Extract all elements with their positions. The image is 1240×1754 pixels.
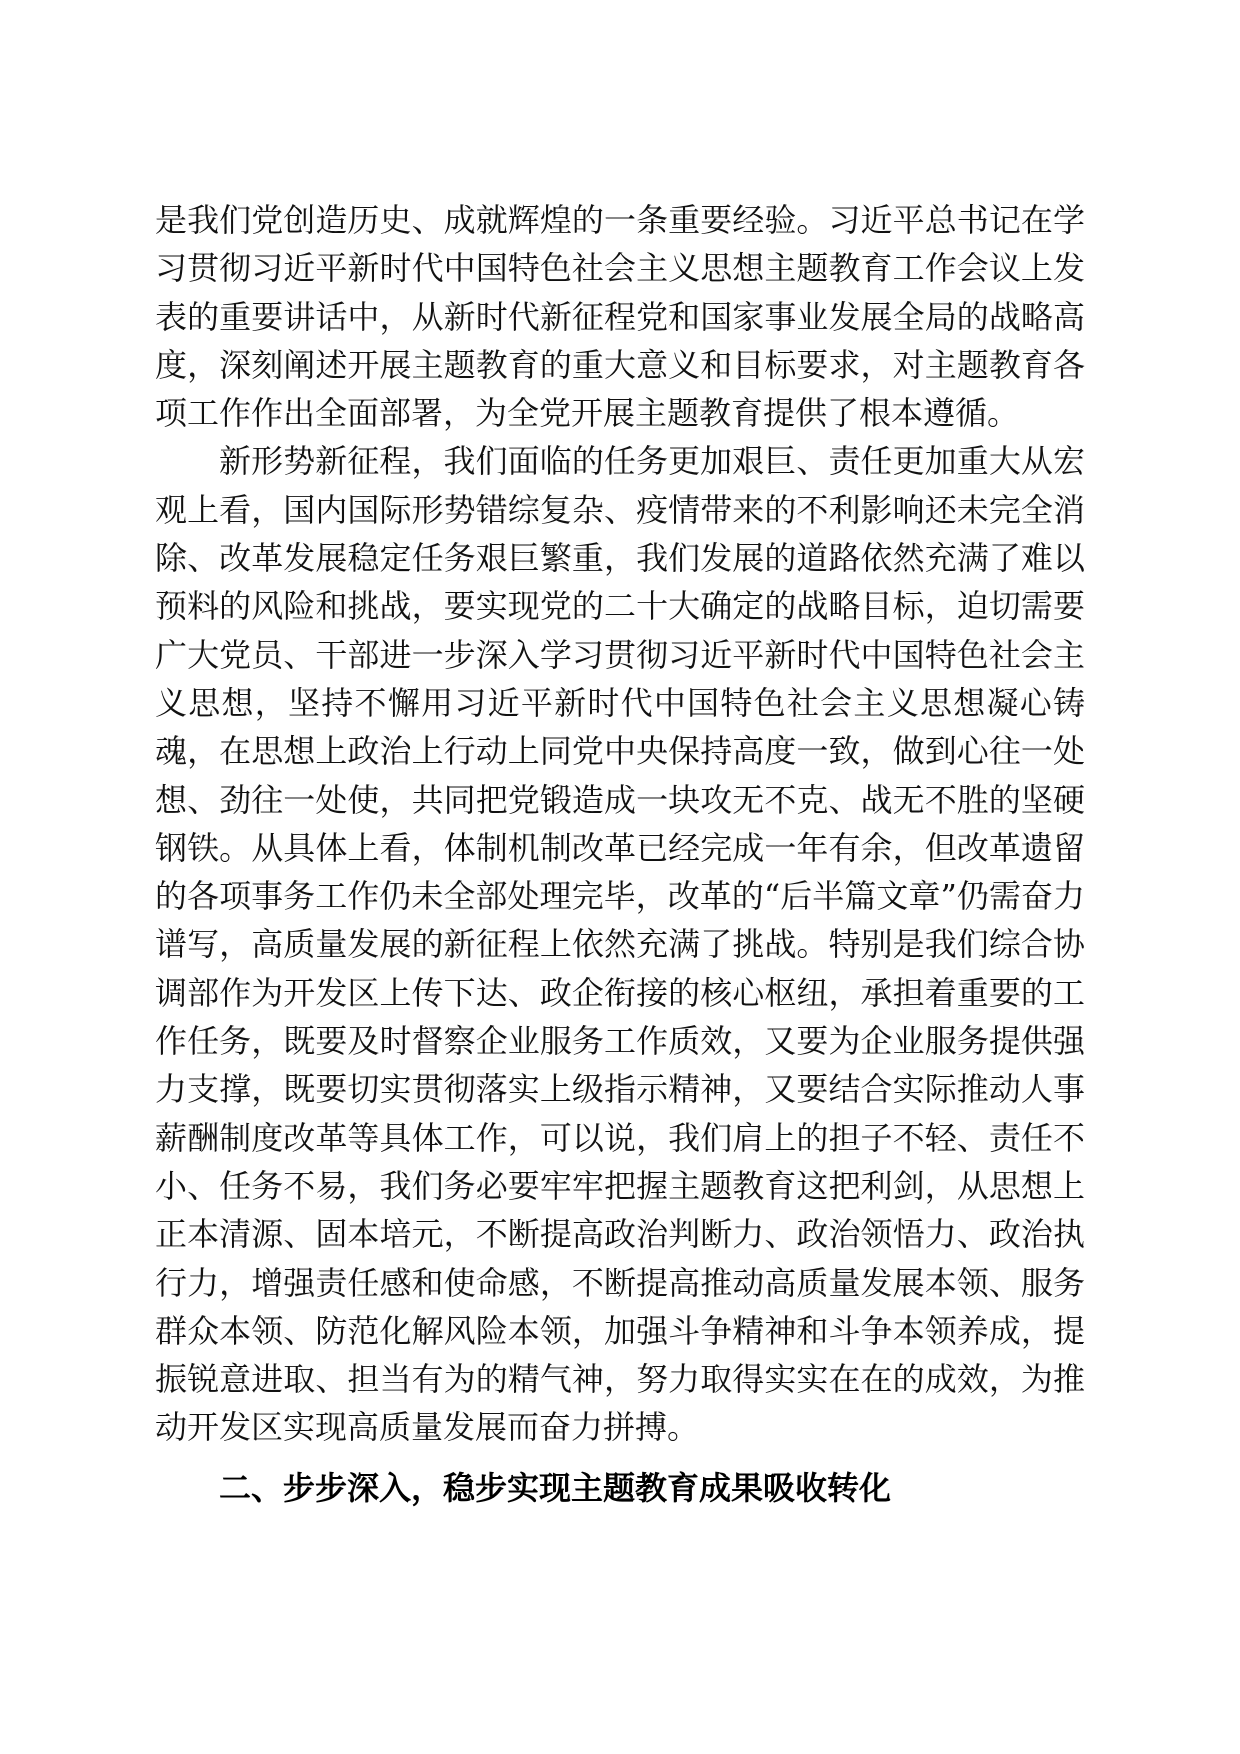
document-body: [155, 196, 1085, 1512]
paragraph-new-situation: 新形势新征程，我们面临的任务更加艰巨、责任更加重大从宏观上看，国内国际形势错综复杂、疫情带来的不利影响还未完全消除、改革发展稳定任务艰巨繁重，我们发展的道路依然充满了难以预料的风险和挑战，要实现党的二十大确定的战略目标，迫切需要广大党员、干部进一步深入学习贯彻习近平新时代中国特色社会主义思想，坚持不懈用习近平新时代中国特色社会主义思想凝心铸魂，在思想上政治上行动上同党中央保持高度一致，做到心往一处想、劲往一处使，共同把党锻造成一块攻无不克、战无不胜的坚硬钢铁。从具体上看，体制机制改革已经完成一年有余，但改革遗留的各项事务工作仍未全部处理完毕，改革的“后半篇文章”仍需奋力谱写，高质量发展的新征程上依然充满了挑战。特别是我们综合协调部作为开发区上传下达、政企衔接的核心枢纽，承担着重要的工作任务，既要及时督察企业服务工作质效，又要为企业服务提供强力支撑，既要切实贯彻落实上级指示精神，又要结合实际推动人事薪酬制度改革等具体工作，可以说，我们肩上的担子不轻、责任不小、任务不易，我们务必要牢牢把握主题教育这把利剑，从思想上正本清源、固本培元，不断提高政治判断力、政治领悟力、政治执行力，增强责任感和使命感，不断提高推动高质量发展本领、服务群众本领、防范化解风险本领，加强斗争精神和斗争本领养成，提振锐意进取、担当有为的精气神，努力取得实实在在的成效，为推动开发区实现高质量发展而奋力拼搏。: [155, 442, 1085, 1447]
section-heading: 二、步步深入，稳步实现主题教育成果吸收转化: [219, 1468, 892, 1507]
paragraph-continuation: 是我们党创造历史、成就辉煌的一条重要经验。习近平总书记在学习贯彻习近平新时代中国特色社会主义思想主题教育工作会议上发表的重要讲话中，从新时代新征程党和国家事业发展全局的战略高度，深刻阐述开展主题教育的重大意义和目标要求，对主题教育各项工作作出全面部署，为全党开展主题教育提供了根本遵循。: [155, 201, 1085, 433]
